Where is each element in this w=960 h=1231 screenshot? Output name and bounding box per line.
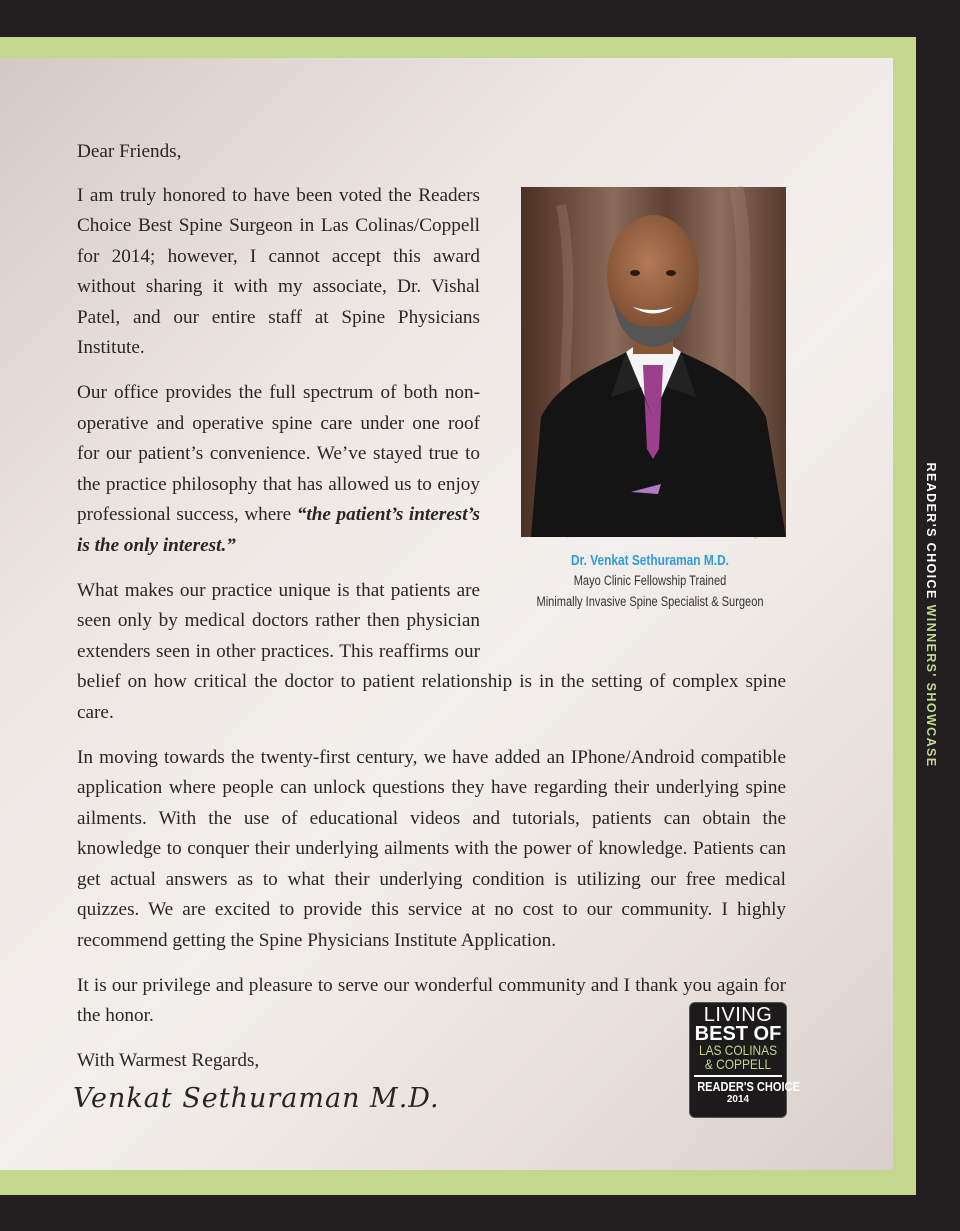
photo-caption xyxy=(530,551,769,613)
letter-paragraph-4: In moving towards the twenty-first century, we have added an IPhone/Android compatible application where people can unlock questions they have regarding their underlying spine ailments. With the use of educational videos and tutorials, patients can obtain the knowledge to conquer their underlying ailments with the power of knowledge. Patients can get actual answers as to what their underlying condition is utilizing our free medical quizzes. We are excited to provide this service at no cost to our community. I highly recommend getting the Spine Physicians Institute Application. xyxy=(77,746,786,951)
caption-fellowship: Mayo Clinic Fellowship Trained xyxy=(573,573,727,588)
badge-divider xyxy=(694,1075,782,1077)
letter-paragraph-5: It is our privilege and pleasure to serve our wonderful community and I thank you again for the honor. xyxy=(77,974,786,1026)
letter-paragraph-2-emphasis: “the patient’s interest’s is the only interest.” xyxy=(77,504,480,556)
badge-best-of: BEST OF xyxy=(694,1023,782,1045)
badge-year: 2014 xyxy=(726,1094,750,1105)
caption-specialty: Minimally Invasive Spine Specialist & Surgeon xyxy=(536,593,764,609)
letter-paragraph-1: I am truly honored to have been voted the Readers Choice Best Spine Surgeon in Las Colinas/Coppell for 2014; however, I cannot accept this award without sharing it with my associate, Dr. Vishal Patel, and our entire staff at Spine Physicians Institute. xyxy=(77,184,480,358)
doctor-photo-block xyxy=(504,187,796,655)
side-label-readers-choice: READER'S CHOICE xyxy=(924,462,938,605)
side-section-label xyxy=(921,435,941,795)
letter-closing: With Warmest Regards, xyxy=(77,1050,260,1071)
letter-paragraph-2-text: Our office provides the full spectrum of both non-operative and operative spine care under one roof for our patient’s convenience. We’ve stayed true to the practice philosophy that has allowed us to enjoy professional success, where xyxy=(77,382,480,525)
badge-coppell: & COPPELL xyxy=(704,1056,772,1072)
letter xyxy=(73,137,800,1119)
badge-las-colinas: LAS COLINAS xyxy=(698,1042,778,1058)
doctor-portrait xyxy=(521,187,786,537)
signature: Venkat Sethuraman M.D. xyxy=(73,1082,440,1114)
letter-paragraph-3: What makes our practice unique is that patients are seen only by medical doctors rather then physician extenders seen in other practices. This reaffirms our belief on how critical the doctor to patient relationship is in the setting of complex spine care. xyxy=(77,579,786,723)
letter-greeting: Dear Friends, xyxy=(77,141,182,162)
caption-doctor-name: Dr. Venkat Sethuraman M.D. xyxy=(571,552,729,569)
readers-choice-badge xyxy=(689,1002,800,1118)
badge-readers-choice: READER'S CHOICE xyxy=(697,1079,800,1094)
badge-living: LIVING xyxy=(703,1004,773,1026)
doctor-portrait-illustration xyxy=(521,187,786,537)
side-label-winners-showcase: WINNERS' SHOWCASE xyxy=(924,604,938,768)
